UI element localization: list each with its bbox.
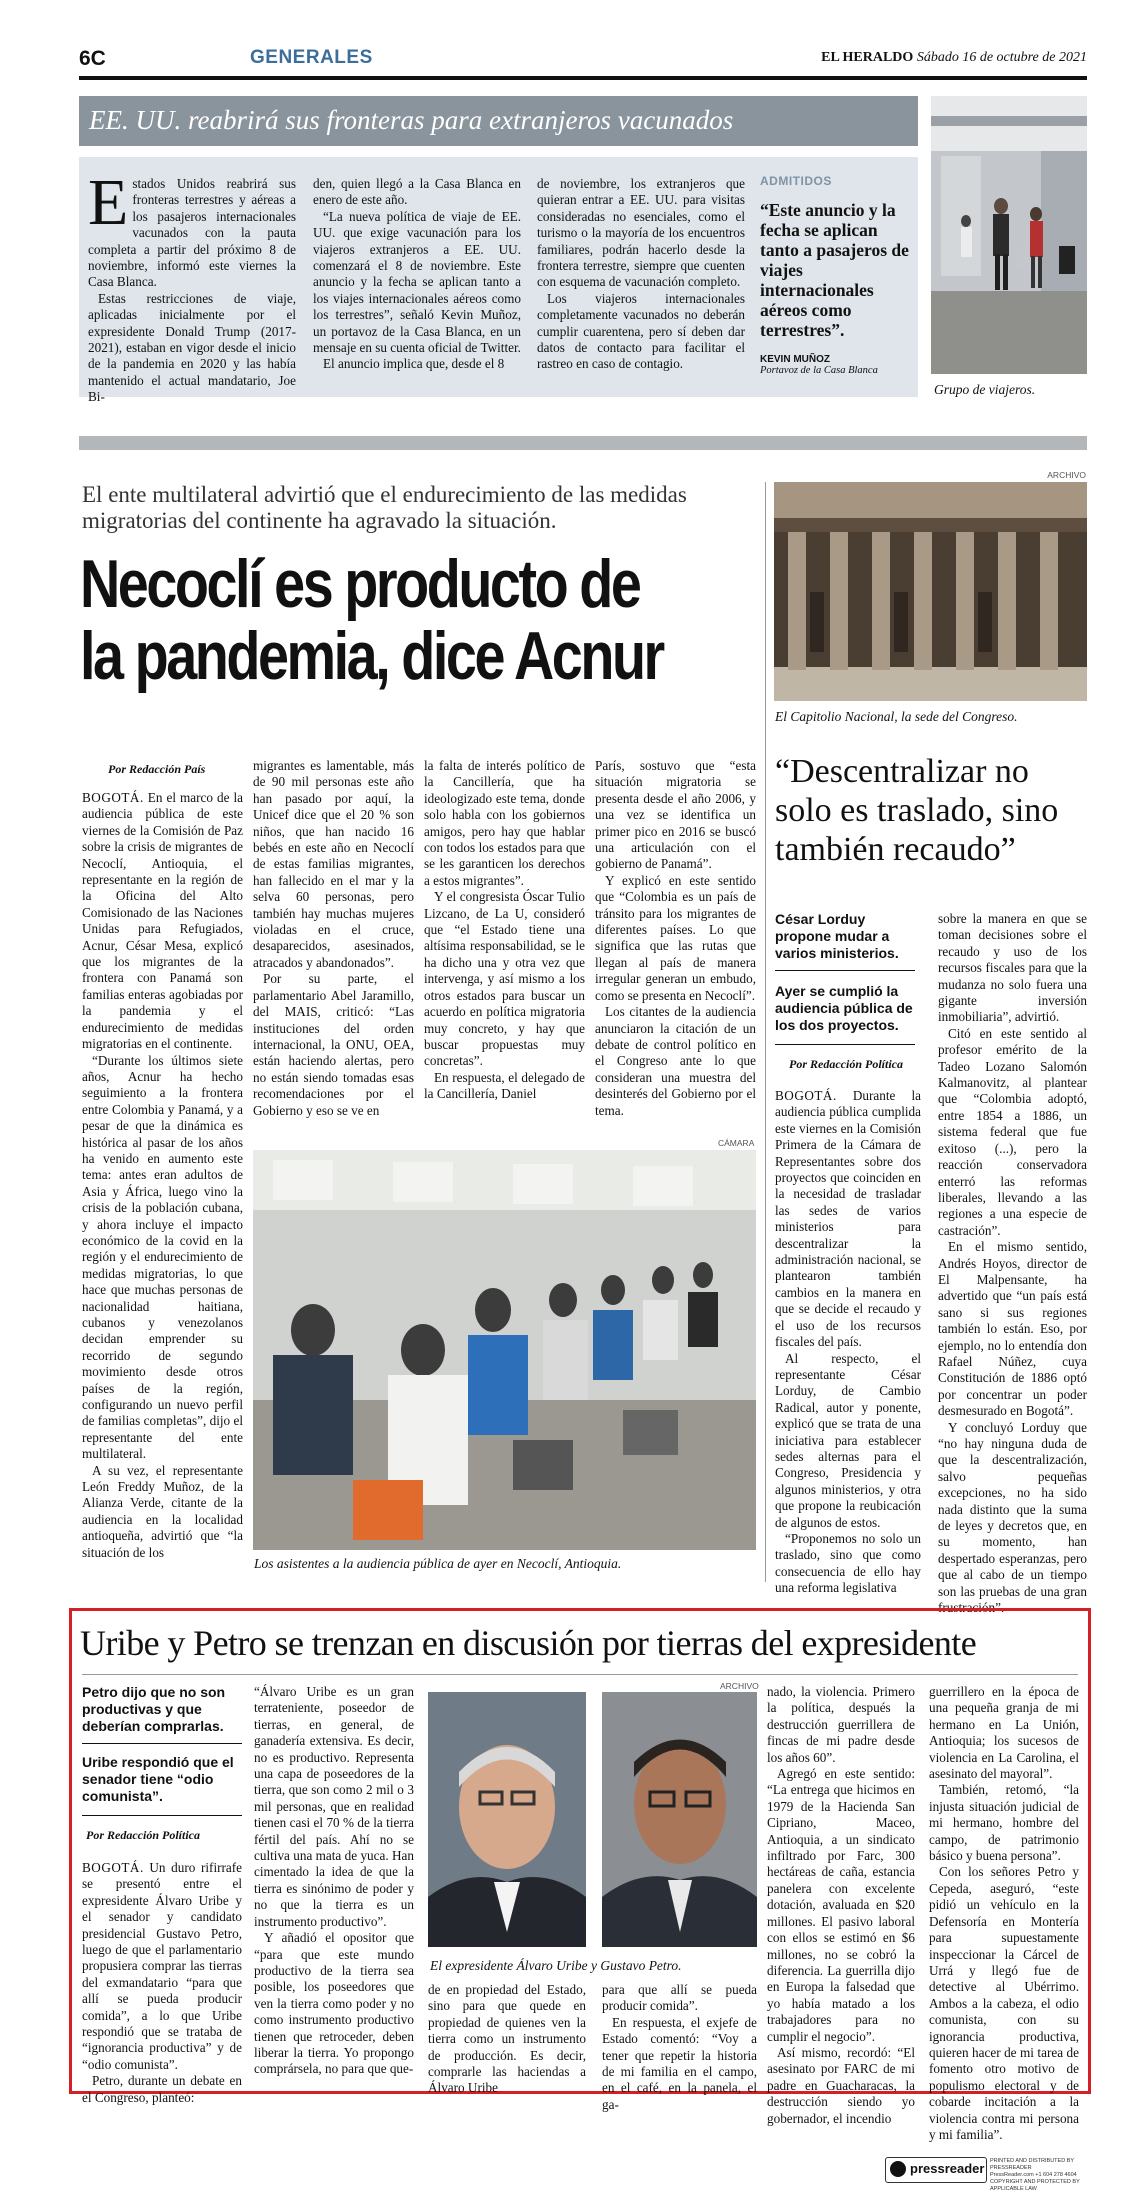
story4-col4-p2: Agregó en este sentido: “La entrega que hicimos en 1979 de la Hacienda San Cipriano, Maceo, Antioquia, a un sindicato infiltrado por Farc, 300 hectáreas de caña, estancia panelera con excelente dotación, avaluada en $20 millones. El pasivo laboral con ellos se estimó en $6 millones, no se cobró la diferencia. La guerrilla dijo en Europa la falsedad que yo había matado a los trabajadores para no cumplir el negocio”.	[767, 1766, 915, 2044]
story4-mid2-p2: En respuesta, el exjefe de Estado comentó: “Voy a tener que repetir la historia de mi familia en el campo, en el café, en la panela, el ga-	[602, 2014, 757, 2112]
story1-col1-p2: Estas restricciones de viaje, aplicadas inicialmente por el expresidente Donald Trump (2017-2021), estaban en vigor desde el inicio de la pandemia en 2020 y las había mantenido el actual mandatario, Joe Bi-	[88, 290, 296, 405]
fine-line1: PRINTED AND DISTRIBUTED BY PRESSREADER	[990, 2158, 1074, 2171]
uribe-portrait	[428, 1692, 586, 1947]
story4-deck2: Uribe respondió que el senador tiene “odio comunista”.	[82, 1754, 242, 1816]
story3-col1	[775, 1088, 921, 1597]
story3-col2-p1: sobre la manera en que se toman decisiones sobre el recaudo y uso de los recursos fiscales para que la mudanza no solo fuera una gigante inversión inmobiliaria”, advirtió.	[938, 911, 1087, 1025]
story4-city: BOGOTÁ.	[82, 1860, 144, 1875]
header-rule	[79, 76, 1087, 80]
story4-col4-p3: Así mismo, recordó: “El asesinato por FARC de mi padre en Guacharacas, la destrucción siendo yo gobernador, el incendio	[767, 2044, 915, 2126]
page-number: 6C	[79, 47, 106, 70]
story4-col2	[254, 1684, 414, 2078]
story3-col2	[938, 911, 1087, 1616]
story3-byline: Por Redacción Política	[789, 1057, 903, 1071]
story2-col1	[82, 790, 243, 1561]
story1-col1-first: stados Unidos reabrirá sus fronteras terrestres y aéreas a los pasajeros internacionales vacunados con la pauta completa a partir del próximo 8 de noviembre, informó este viernes la Casa Blanca.	[88, 176, 296, 290]
story3-deck1: César Lorduy propone mudar a varios ministerios.	[775, 911, 915, 971]
story4-decks	[82, 1684, 242, 1843]
paper-name: EL HERALDO	[821, 50, 914, 65]
story3-col2-p3: En el mismo sentido, Andrés Hoyos, director de El Malpensante, ha advertido que “un país está sano si sus regiones también lo están. Eso, por ejemplo, no lo entendía don Rafael Núñez, cuya Constitución de 1886 optó por concentrar un poder desmesurado en Bogotá”.	[938, 1239, 1087, 1419]
story2-col1-p2: “Durante los últimos siete años, Acnur ha hecho seguimiento a la frontera entre Colombia y Panamá, y a pesar de que la dinámica es histórica al pasar de los años ha venido en aumento este tema: antes eran adultos de Asia y África, luego vino la crisis de la población cubana, y ahora incluye el impacto económico de la covid en la región y el endurecimiento de medidas migratorias, lo que hace que muchas personas de nacionalidad haitiana, cubanos y venezolanos decidan emprender su recorrido de segundo movimiento desde otros países de la región, configurando un nuevo perfil de familias completas”, dijo el representante del ente multilateral.	[82, 1052, 243, 1462]
portraits-caption: El expresidente Álvaro Uribe y Gustavo Petro.	[430, 1958, 682, 1973]
story4-col1-first	[82, 1860, 242, 2073]
story4-col5	[929, 1684, 1079, 2143]
masthead-date	[821, 50, 1087, 66]
story3-decks	[775, 911, 915, 1072]
story4-col5-p2: También, retomó, “la injusta situación judicial de mi hermano, hombre del campo, de patrimonio básico y buena persona”.	[929, 1782, 1079, 1864]
pressreader-fineprint	[990, 2158, 1088, 2193]
story2-col2	[253, 758, 414, 1119]
story4-mid1	[428, 1982, 586, 2097]
story4-col1-first-text: Un duro rifirrafe se presentó entre el expresidente Álvaro Uribe y el senador y candidato presidencial Gustavo Petro, luego de que el parlamentario propusiera comprar las tierras del exmandatario “para que allí se pueda producir comida”, a lo que Uribe respondió que se trataba de “ignorancia productiva” y de “odio comunista”.	[82, 1860, 242, 2072]
travelers-caption: Grupo de viajeros.	[934, 382, 1036, 397]
capitol-caption: El Capitolio Nacional, la sede del Congreso.	[775, 709, 1018, 724]
story2-col3-p1: la falta de interés político de la Cancillería, que ha ideologizado este tema, donde solo habla con los gobiernos amigos, pero hay que hablar con todos los estados para que se les garanticen los derechos a estos migrantes”.	[424, 758, 585, 888]
story3-city: BOGOTÁ.	[775, 1088, 837, 1103]
story2-col3-p2: Y el congresista Óscar Tulio Lizcano, de La U, consideró que “el Estado tiene una altísima responsabilidad, se le ha dicho una y otra vez que intervenga, y así mismo a los otros estados para buscar un acuerdo en política migratoria muy concreto, y hay que buscar propuestas muy concretas”.	[424, 889, 585, 1069]
story2-col2-p1: migrantes es lamentable, más de 90 mil personas este año han pasado por aquí, la Unicef dice que el 20 % son niños, que han nacido 16 bebés en este año en Necoclí de estas familias migrantes, han fallecido en el mar y la selva 60 personas, pero también hay muchas mujeres violadas en el cruce, desaparecidos, asesinados, atracados y abandonados”.	[253, 758, 414, 970]
audience-photo	[253, 1150, 756, 1550]
petro-portrait	[602, 1692, 757, 1947]
audience-photo-credit: CÁMARA	[718, 1138, 755, 1148]
story3-col1-first	[775, 1088, 921, 1351]
story1-banner	[79, 96, 918, 146]
story1-col2	[313, 176, 521, 373]
story2-col3	[424, 758, 585, 1103]
audience-illustration	[253, 1150, 756, 1550]
fine-line2: PressReader.com +1 604 278 4604	[990, 2172, 1077, 2178]
sidebar-label: ADMITIDOS	[760, 174, 832, 188]
story3-col2-p2: Citó en este sentido al profesor emérito de la Tadeo Lozano Salomón Kalmanovitz, al plantear que “Colombia adoptó, entre 1854 a 1886, un sistema federal que fue exitoso (...), pero la reacción conservadora enterró las reformas liberales, llevando a las regiones a una especie de castración”.	[938, 1025, 1087, 1238]
story2-col4-p1: París, sostuvo que “esta situación migratoria se presenta desde el año 2006, y una vez se identifica un primer pico en 2016 se buscó una articulación con el gobierno de Panamá”.	[595, 758, 756, 872]
story4-mid2	[602, 1982, 757, 2113]
story1-headline: EE. UU. reabrirá sus fronteras para extranjeros vacunados	[89, 105, 734, 135]
quote-role: Portavoz de la Casa Blanca	[760, 365, 878, 376]
story2-col2-p2: Por su parte, el parlamentario Abel Jaramillo, del MAIS, criticó: “Las instituciones del orden internacional, la ONU, OEA, están haciendo alertas, pero no están siendo tomadas esas recomendaciones por el Gobierno y eso se ve en	[253, 971, 414, 1118]
story1-col3-p1: de noviembre, los extranjeros que quieran entrar a EE. UU. para visitas consideradas no esenciales, como el turismo o la mayoría de los encuentros familiares, podrán hacerlo desde la frontera terrestre, siempre que cuenten con esquema de vacunación completo.	[537, 176, 745, 290]
fine-line3: COPYRIGHT AND PROTECTED BY APPLICABLE LAW	[990, 2179, 1080, 2192]
story3-col1-p3: “Proponemos no solo un traslado, sino que como consecuencia de ello hay una reforma legislativa	[775, 1530, 921, 1596]
story3-headline: “Descentralizar no solo es traslado, sino también recaudo”	[775, 753, 1059, 868]
story4-byline: Por Redacción Política	[86, 1828, 200, 1842]
capitol-illustration	[774, 482, 1087, 701]
story4-col4	[767, 1684, 915, 2127]
story2-headline	[80, 546, 663, 694]
story4-headline: Uribe y Petro se trenzan en discusión por tierras del expresidente	[80, 1623, 977, 1663]
story1-col1	[88, 166, 296, 406]
petro-photo	[602, 1692, 757, 1947]
travelers-illustration	[931, 96, 1087, 374]
capitol-photo	[774, 482, 1087, 701]
story2-headline-line1: Necoclí es producto de	[80, 546, 640, 622]
story3-col2-p4: Y concluyó Lorduy que “no hay ninguna duda de que la descentralización, salvo pequeñas excepciones, no ha sido nada distinto que la suma de leyes y decretos que, en su momento, han despertado esperanzas, pero que al cabo de un tiempo son las pruebas de una gran frustración”.	[938, 1419, 1087, 1616]
story1-sidebar	[760, 174, 910, 376]
story4-col5-p3: Con los señores Petro y Cepeda, aseguró, “este pidió un vehículo en la Defensoría en Montería para supuestamente inspeccionar la Cárcel de Urrá y llegó fue de detective al Ubérrimo. Ambos a la cabeza, el odio comunista, con su ignorancia productiva, quieren hacer de mi tarea de fomento otro motivo de populismo electoral y de cobarde incitación a la violencia contra mi persona y mi familia”.	[929, 1864, 1079, 2142]
story4-col5-p1: guerrillero en la época de una pequeña granja de mi hermano en La Unión, Antioquia; los sucesos de violencia en La Carolina, el asesinato del mayoral”.	[929, 1684, 1079, 1782]
audience-caption: Los asistentes a la audiencia pública de ayer en Necoclí, Antioquia.	[254, 1556, 622, 1571]
travelers-photo	[931, 96, 1087, 374]
portraits-credit: ARCHIVO	[720, 1681, 759, 1691]
story4-deck1: Petro dijo que no son productivas y que deberían comprarlas.	[82, 1684, 242, 1744]
story1-col2-p2: “La nueva política de viaje de EE. UU. que exige vacunación para los viajeros extranjeros a EE. UU. comenzará el 8 de noviembre. Este anuncio y la fecha se aplican tanto a los viajes internacionales aéreos como los terrestres”, señaló Kevin Muñoz, un portavoz de la Casa Blanca, en un mensaje en su cuenta oficial de Twitter.	[313, 208, 521, 356]
story2-col1-first-text: En el marco de la audiencia pública de este viernes de la Comisión de Paz sobre la crisis de migrantes de Necoclí, Antioquia, el representante en la región de la Oficina del Alto Comisionado de las Naciones Unidas para Refugiados, Acnur, César Mesa, explicó que los migrantes de la frontera con Panamá son familias enteras agobiadas por la pandemia y el endurecimiento de medidas migratorias en el continente.	[82, 790, 243, 1052]
story1-col3	[537, 176, 745, 373]
story2-byline: Por Redacción País	[108, 762, 206, 776]
pressreader-brand: pressreader	[910, 2161, 985, 2176]
story4-col1-p2: Petro, durante un debate en el Congreso, planteó:	[82, 2073, 242, 2105]
story1-col3-p2: Los viajeros internacionales completamente vacunados no deberán cumplir cuarentena, pero sí deben dar datos de contacto para facilitar el rastreo en caso de contagio.	[537, 290, 745, 372]
story4-col4-p1: nado, la violencia. Primero la política, después la destrucción guerrillera de fincas de mi padre desde los años 60”.	[767, 1684, 915, 1765]
story4-mid1-text: de en propiedad del Estado, sino para que quede en propiedad de quienes ven la tierra como un instrumento de producción. Es decir, comprarle las haciendas a Álvaro Uribe	[428, 1982, 586, 2096]
story3-col1-p2: Al respecto, el representante César Lorduy, de Cambio Radical, autor y ponente, explicó que se trata de una iniciativa para establecer sedes alternas para el Congreso, Presidencia y algunos ministerios, y otra que propone la reubicación de algunos de estos.	[775, 1350, 921, 1530]
story2-col1-first	[82, 790, 243, 1053]
story2-vrule	[765, 482, 766, 1582]
story3-col1-first-text: Durante la audiencia pública cumplida este viernes en la Comisión Primera de la Cámara de Representantes sobre dos proyectos que coinciden en la necesidad de trasladar las sedes de varios ministerios para descentralizar la administración nacional, se plantearon también cambios en la manera en que se decide el recaudo y el uso de los recursos fiscales del país.	[775, 1088, 921, 1350]
dropcap: E	[88, 166, 129, 239]
pressreader-logo[interactable]	[885, 2157, 987, 2183]
story2-col1-p3: A su vez, el representante León Freddy Muñoz, de la Alianza Verde, citante de la audiencia en la localidad antioqueña, advirtió que “la situación de los	[82, 1462, 243, 1560]
story4-col1	[82, 1860, 242, 2106]
uribe-photo	[428, 1692, 586, 1947]
story4-col2-p1: “Álvaro Uribe es un gran terrateniente, poseedor de tierras, en general, de ganadería extensiva. Es decir, no es productivo. Representa una capa de poseedores de la tierra, que son como 2 mil o 3 mil personas, que en realidad tienen casi el 70 % de la tierra fértil del país. Ahí no se cultiva una mata de yuca. Han cimentado la idea de que la tierra es sinónimo de poder y no que la tierra es un instrumento productivo”.	[254, 1684, 414, 1929]
section-name: GENERALES	[250, 47, 373, 68]
quote-author: KEVIN MUÑOZ	[760, 354, 830, 365]
pressreader-icon	[890, 2161, 906, 2177]
story4-mid2-p1: para que allí se pueda producir comida”.	[602, 1982, 757, 2014]
story4-col2-p2: Y añadió el opositor que “para que este mundo productivo de la tierra sea posible, los poseedores que ven la tierra como poder y no como instrumento productivo tienen que retroceder, deben liberar la tierra. Yo propongo comprársela, no para que que-	[254, 1930, 414, 2077]
story2-col4	[595, 758, 756, 1119]
story2-kicker: El ente multilateral advirtió que el endurecimiento de las medidas migratorias del continente ha agravado la situación.	[82, 482, 687, 533]
story2-col4-p2: Y explicó en este sentido que “Colombia es un país de tránsito para los migrantes de diferentes países. Lo que significa que las rutas que llegan al país de manera irregular generan un embudo, como se presenta en Necoclí”.	[595, 872, 756, 1003]
section-band	[79, 436, 1087, 450]
story2-headline-line2: la pandemia, dice Acnur	[80, 618, 663, 694]
story1-col2-p3: El anuncio implica que, desde el 8	[323, 356, 505, 372]
pull-quote: “Este anuncio y la fecha se aplican tanto a pasajeros de viajes internacionales aéreos como terrestres”.	[760, 200, 909, 340]
story1-col2-p1: den, quien llegó a la Casa Blanca en enero de este año.	[313, 176, 521, 208]
story2-city: BOGOTÁ.	[82, 790, 144, 805]
story3-deck2: Ayer se cumplió la audiencia pública de los dos proyectos.	[775, 983, 915, 1045]
issue-date: Sábado 16 de octubre de 2021	[916, 50, 1087, 65]
story2-col4-p3: Los citantes de la audiencia anunciaron la citación de un debate de control político en el Congreso ante lo que consideran una muestra del desinterés del Gobierno por el tema.	[595, 1004, 756, 1118]
story4-rule	[82, 1674, 1078, 1675]
story2-col3-p3: En respuesta, el delegado de la Cancillería, Daniel	[424, 1069, 585, 1102]
capitol-photo-credit: ARCHIVO	[1047, 470, 1086, 480]
